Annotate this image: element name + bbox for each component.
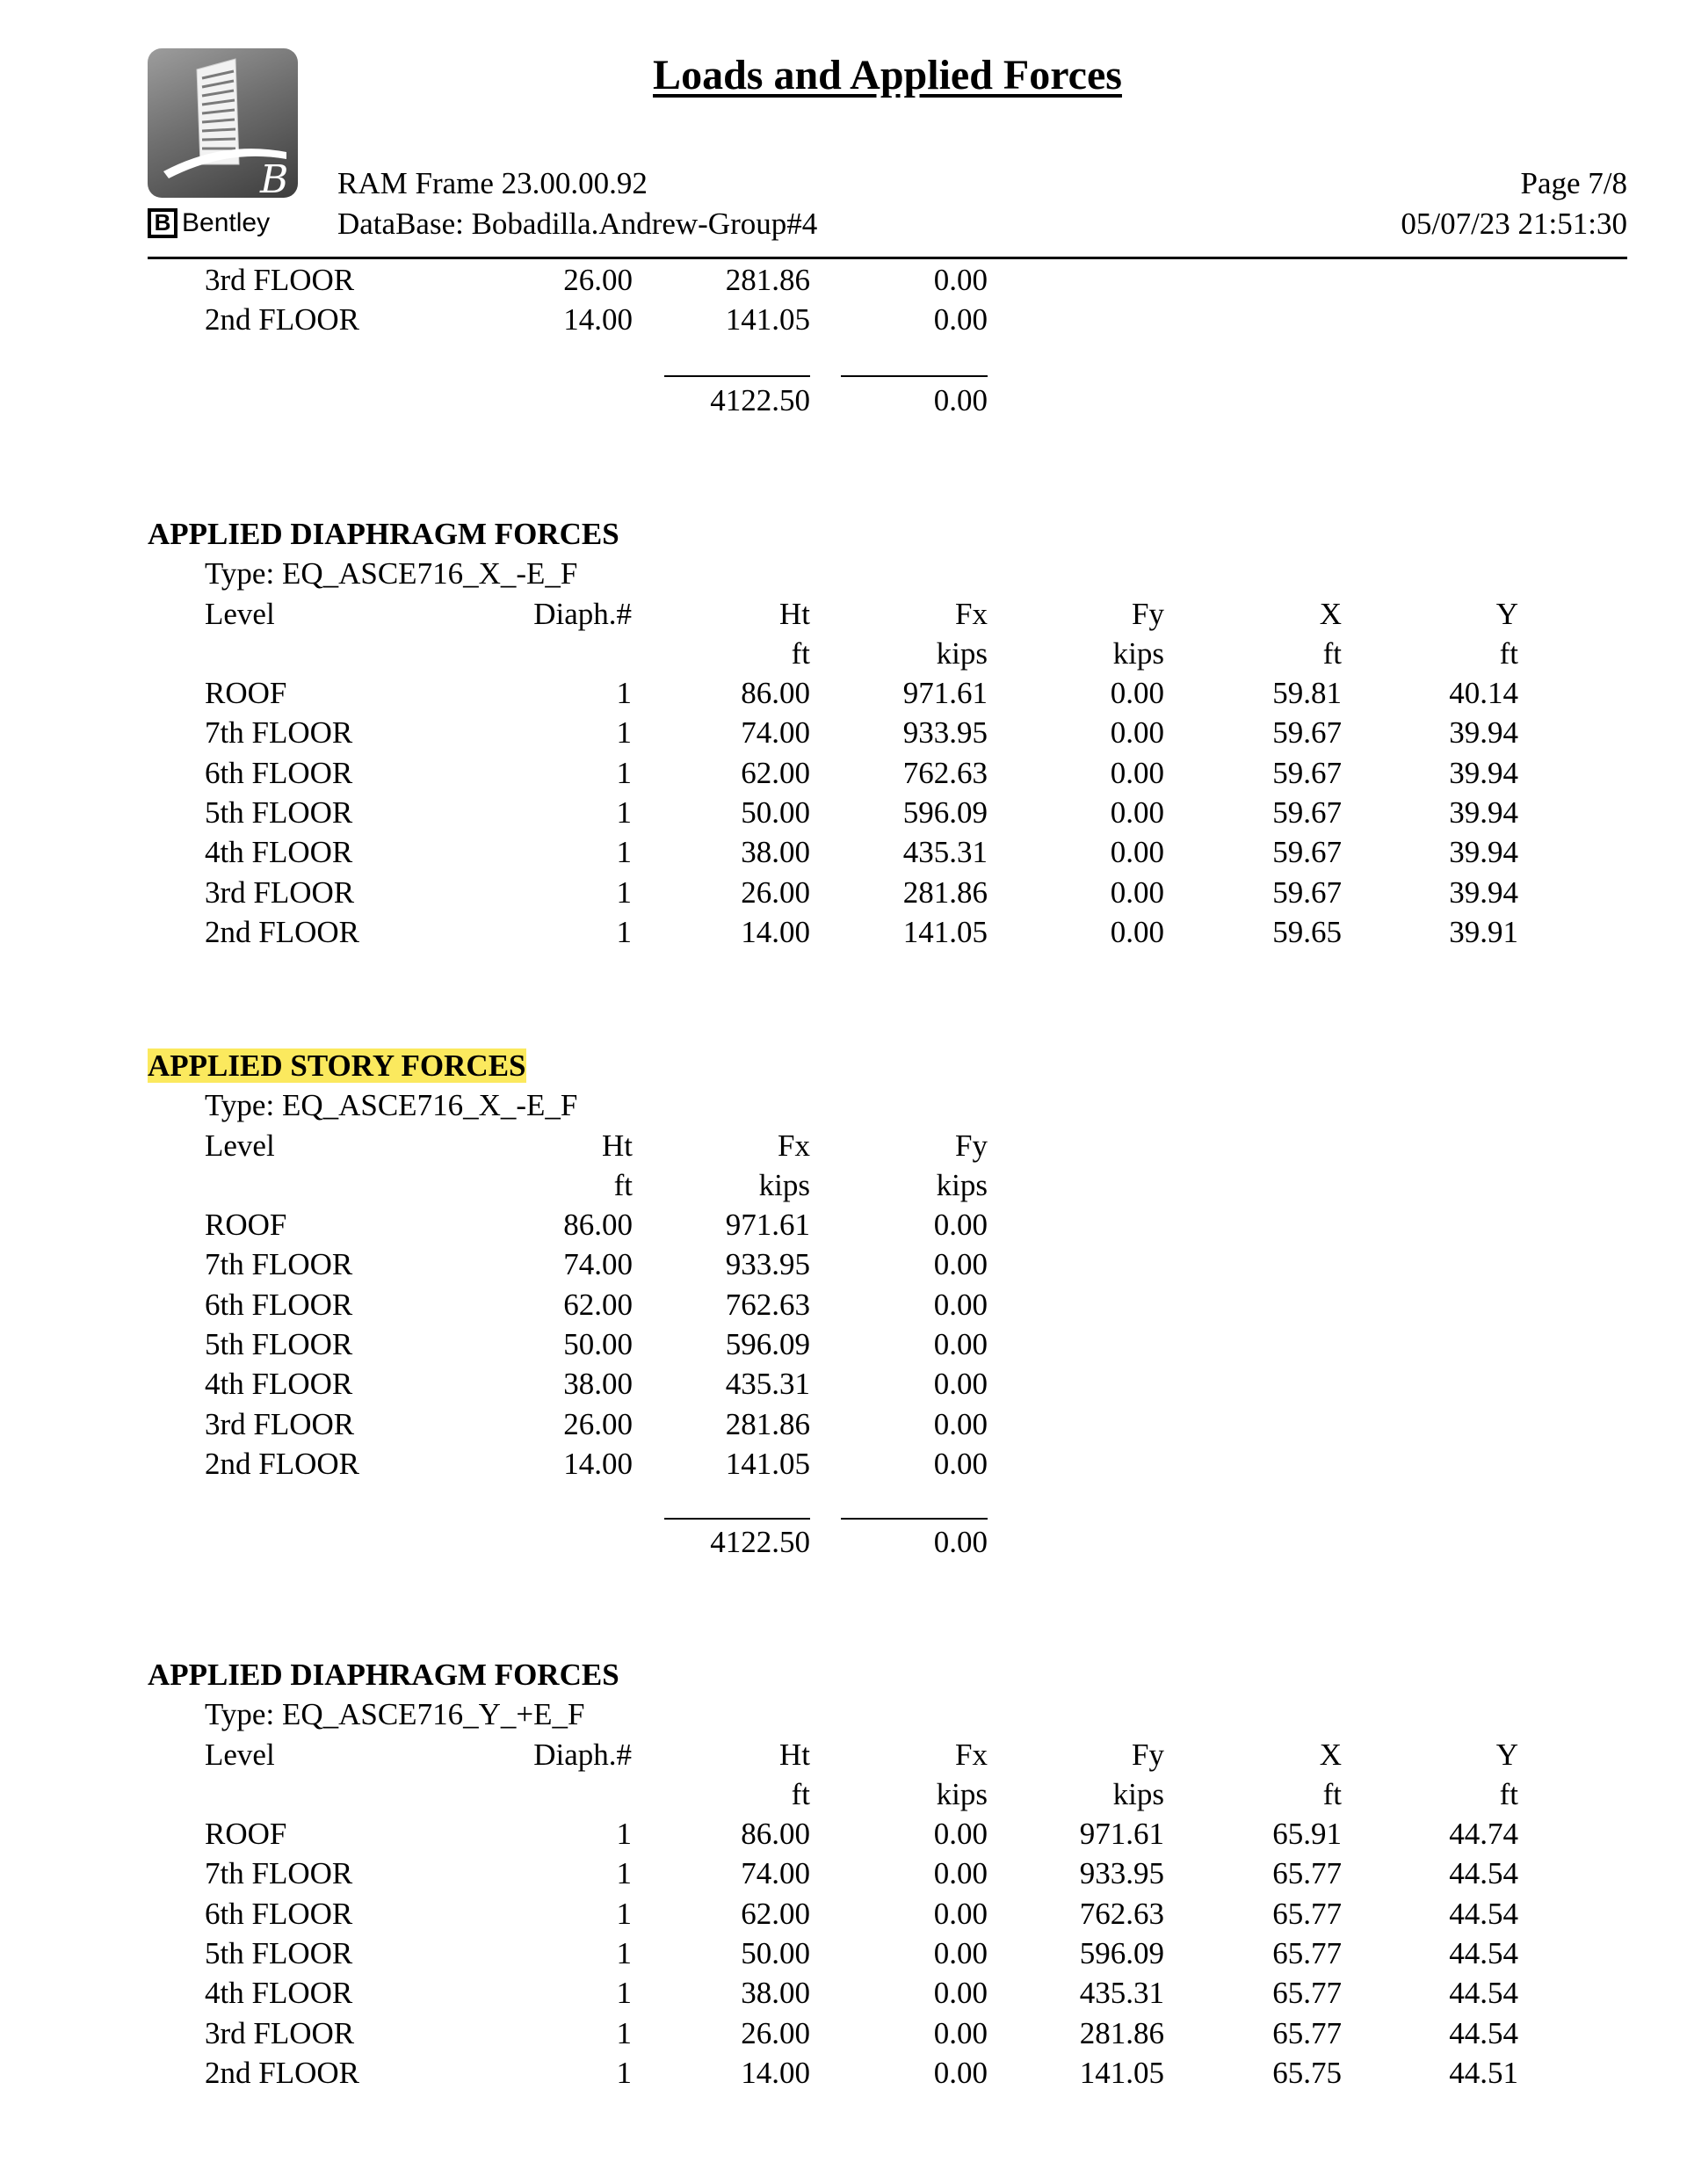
table-row [0, 1444, 1687, 1484]
value-cell: 1 [616, 1817, 632, 1851]
total-fx: 4122.50 [710, 1525, 810, 1559]
value-cell: 1 [616, 835, 632, 870]
value-cell: 0.00 [933, 1326, 988, 1361]
value-cell: 0.00 [933, 1367, 988, 1402]
value-cell: 1 [616, 676, 632, 710]
table-row [0, 1973, 1687, 2013]
value-cell: 59.67 [1272, 835, 1342, 870]
header-cell: Ht [779, 597, 810, 631]
table-row [0, 1814, 1687, 1854]
header-cell: X [1319, 597, 1342, 631]
page-number: Page 7/8 [1520, 166, 1627, 200]
value-cell: 435.31 [902, 835, 988, 870]
table-row [0, 832, 1687, 872]
value-cell: 39.94 [1449, 715, 1518, 751]
table-row [0, 1285, 1687, 1324]
header-cell: Fy [1132, 1738, 1164, 1772]
value-cell: 44.54 [1449, 1856, 1518, 1891]
value-cell: 1 [616, 755, 632, 790]
value-cell: 44.54 [1449, 1935, 1518, 1970]
value-cell: 0.00 [933, 1247, 988, 1282]
value-cell: 933.95 [902, 715, 988, 751]
value-cell: 971.61 [902, 676, 988, 710]
value-cell: 38.00 [741, 1976, 810, 2011]
totals-row [0, 1522, 1687, 1562]
level-cell: ROOF [205, 676, 287, 710]
value-cell: 50.00 [563, 1326, 633, 1361]
table-row [0, 673, 1687, 713]
level-cell: 7th FLOOR [205, 1856, 353, 1891]
value-cell: 596.09 [725, 1326, 810, 1361]
column-headers [0, 1735, 1687, 1774]
total-fx: 4122.50 [710, 383, 810, 417]
value-cell: 65.75 [1272, 2055, 1342, 2090]
value-cell: 59.67 [1272, 755, 1342, 790]
value-cell: 50.00 [741, 1935, 810, 1970]
level-cell: 2nd FLOOR [205, 1446, 359, 1481]
total-fy: 0.00 [933, 383, 988, 417]
value-cell: 44.74 [1449, 1817, 1518, 1851]
value-cell: 26.00 [741, 2015, 810, 2050]
value-cell: 39.94 [1449, 795, 1518, 830]
table-row [0, 873, 1687, 912]
header-cell: X [1319, 1738, 1342, 1772]
section-title [148, 1655, 619, 1694]
table-row [0, 713, 1687, 752]
unit-cell: ft [791, 1777, 810, 1811]
unit-cell: kips [1112, 1777, 1164, 1811]
header-cell: Level [205, 597, 275, 631]
load-type: Type: EQ_ASCE716_Y_+E_F [205, 1697, 585, 1731]
table-row [0, 1205, 1687, 1244]
value-cell: 38.00 [741, 835, 810, 870]
value-cell: 14.00 [563, 302, 633, 337]
unit-cell: kips [936, 636, 988, 671]
header-cell: Level [205, 1128, 275, 1163]
value-cell: 86.00 [741, 1817, 810, 1851]
table-row [0, 300, 1687, 339]
value-cell: 0.00 [1110, 874, 1164, 910]
header-cell: Ht [779, 1738, 810, 1772]
table-row [0, 912, 1687, 952]
value-cell: 0.00 [933, 1976, 988, 2011]
totals-row [0, 381, 1687, 420]
value-cell: 86.00 [563, 1208, 633, 1242]
value-cell: 59.67 [1272, 715, 1342, 751]
value-cell: 435.31 [1079, 1976, 1164, 2011]
table-row [0, 1854, 1687, 1893]
value-cell: 0.00 [1110, 835, 1164, 870]
unit-cell: kips [936, 1777, 988, 1811]
unit-cell: ft [1322, 636, 1342, 671]
value-cell: 0.00 [1110, 914, 1164, 949]
header-cell: Fy [1132, 597, 1164, 631]
unit-cell: ft [791, 636, 810, 671]
unit-cell: ft [1499, 636, 1518, 671]
value-cell: 1 [616, 795, 632, 830]
value-cell: 65.77 [1272, 1856, 1342, 1891]
value-cell: 762.63 [725, 1287, 810, 1322]
value-cell: 0.00 [1110, 795, 1164, 830]
value-cell: 0.00 [933, 2015, 988, 2050]
value-cell: 39.94 [1449, 835, 1518, 870]
header-cell: Fx [778, 1128, 810, 1163]
value-cell: 596.09 [902, 795, 988, 830]
table-row [0, 2053, 1687, 2093]
value-cell: 40.14 [1449, 676, 1518, 710]
value-cell: 39.94 [1449, 874, 1518, 910]
value-cell: 74.00 [741, 1856, 810, 1891]
level-cell: 5th FLOOR [205, 795, 353, 830]
page-title: Loads and Applied Forces [653, 52, 1122, 98]
section-title-text: APPLIED DIAPHRAGM FORCES [148, 517, 619, 551]
sum-rule [664, 1518, 810, 1520]
sum-rule [841, 375, 988, 377]
table-row [0, 1244, 1687, 1284]
value-cell: 0.00 [1110, 676, 1164, 710]
value-cell: 281.86 [902, 874, 988, 910]
column-headers [0, 594, 1687, 634]
table-row [0, 1324, 1687, 1364]
header-cell: Fy [955, 1128, 988, 1163]
load-type: Type: EQ_ASCE716_X_-E_F [205, 556, 578, 591]
value-cell: 74.00 [741, 715, 810, 751]
level-cell: 6th FLOOR [205, 755, 353, 790]
value-cell: 0.00 [1110, 755, 1164, 790]
header-cell: Diaph.# [533, 597, 632, 631]
level-cell: 5th FLOOR [205, 1935, 353, 1970]
value-cell: 26.00 [563, 1406, 633, 1441]
value-cell: 38.00 [563, 1367, 633, 1402]
level-cell: 7th FLOOR [205, 1247, 353, 1282]
level-cell: 3rd FLOOR [205, 263, 355, 297]
section-title [148, 514, 619, 554]
level-cell: ROOF [205, 1208, 287, 1242]
value-cell: 0.00 [933, 2055, 988, 2090]
units-row [0, 1774, 1687, 1814]
value-cell: 281.86 [1079, 2015, 1164, 2050]
value-cell: 39.91 [1449, 914, 1518, 949]
value-cell: 1 [616, 1896, 632, 1931]
header-cell: Fx [955, 597, 988, 631]
value-cell: 86.00 [741, 676, 810, 710]
level-cell: 6th FLOOR [205, 1896, 353, 1931]
level-cell: 3rd FLOOR [205, 874, 355, 910]
header-cell: Diaph.# [533, 1738, 632, 1772]
value-cell: 933.95 [725, 1247, 810, 1282]
value-cell: 1 [616, 1856, 632, 1891]
section-title-text: APPLIED STORY FORCES [148, 1048, 526, 1083]
value-cell: 44.54 [1449, 1976, 1518, 2011]
table-row [0, 793, 1687, 832]
table-row [0, 753, 1687, 793]
table-row [0, 260, 1687, 300]
total-fy: 0.00 [933, 1525, 988, 1559]
level-cell: ROOF [205, 1817, 287, 1851]
header-cell: Level [205, 1738, 275, 1772]
value-cell: 26.00 [741, 874, 810, 910]
logo-letter: B [260, 157, 289, 198]
sum-rule [664, 375, 810, 377]
table-row [0, 1934, 1687, 1973]
header-cell: Y [1495, 1738, 1518, 1772]
value-cell: 14.00 [563, 1446, 633, 1481]
value-cell: 762.63 [902, 755, 988, 790]
value-cell: 26.00 [563, 263, 633, 297]
value-cell: 62.00 [563, 1287, 633, 1322]
value-cell: 1 [616, 2015, 632, 2050]
value-cell: 971.61 [1079, 1817, 1164, 1851]
value-cell: 59.67 [1272, 795, 1342, 830]
value-cell: 0.00 [933, 1208, 988, 1242]
value-cell: 59.65 [1272, 914, 1342, 949]
unit-cell: ft [1499, 1777, 1518, 1811]
table-row [0, 1894, 1687, 1934]
section-title-text: APPLIED DIAPHRAGM FORCES [148, 1658, 619, 1692]
value-cell: 141.05 [1079, 2055, 1164, 2090]
value-cell: 1 [616, 914, 632, 949]
value-cell: 62.00 [741, 1896, 810, 1931]
units-row [0, 634, 1687, 673]
value-cell: 65.77 [1272, 2015, 1342, 2050]
section-title [148, 1046, 526, 1085]
value-cell: 65.77 [1272, 1976, 1342, 2011]
value-cell: 281.86 [725, 263, 810, 297]
value-cell: 65.77 [1272, 1935, 1342, 1970]
bentley-mark-icon: B [148, 208, 177, 238]
value-cell: 74.00 [563, 1247, 633, 1282]
value-cell: 1 [616, 715, 632, 751]
value-cell: 1 [616, 2055, 632, 2090]
value-cell: 141.05 [725, 1446, 810, 1481]
value-cell: 933.95 [1079, 1856, 1164, 1891]
value-cell: 1 [616, 1976, 632, 2011]
level-cell: 2nd FLOOR [205, 2055, 359, 2090]
unit-cell: ft [613, 1168, 633, 1202]
level-cell: 3rd FLOOR [205, 2015, 355, 2050]
value-cell: 971.61 [725, 1208, 810, 1242]
value-cell: 39.94 [1449, 755, 1518, 790]
value-cell: 0.00 [933, 1446, 988, 1481]
value-cell: 44.51 [1449, 2055, 1518, 2090]
level-cell: 2nd FLOOR [205, 302, 359, 337]
level-cell: 5th FLOOR [205, 1326, 353, 1361]
value-cell: 0.00 [933, 1287, 988, 1322]
print-datetime: 05/07/23 21:51:30 [1401, 207, 1627, 241]
unit-cell: kips [936, 1168, 988, 1202]
sum-rule [841, 1518, 988, 1520]
value-cell: 1 [616, 874, 632, 910]
value-cell: 50.00 [741, 795, 810, 830]
value-cell: 65.77 [1272, 1896, 1342, 1931]
value-cell: 62.00 [741, 755, 810, 790]
value-cell: 0.00 [933, 302, 988, 337]
value-cell: 0.00 [933, 1406, 988, 1441]
column-headers [0, 1126, 1687, 1165]
level-cell: 4th FLOOR [205, 1976, 353, 2011]
value-cell: 762.63 [1079, 1896, 1164, 1931]
value-cell: 0.00 [933, 1856, 988, 1891]
value-cell: 44.54 [1449, 1896, 1518, 1931]
level-cell: 4th FLOOR [205, 835, 353, 870]
table-row [0, 2013, 1687, 2053]
level-cell: 3rd FLOOR [205, 1406, 355, 1441]
bentley-logo [148, 207, 270, 239]
header-divider [148, 257, 1627, 259]
value-cell: 0.00 [933, 1817, 988, 1851]
unit-cell: kips [1112, 636, 1164, 671]
value-cell: 1 [616, 1935, 632, 1970]
level-cell: 6th FLOOR [205, 1287, 353, 1322]
value-cell: 65.91 [1272, 1817, 1342, 1851]
value-cell: 0.00 [933, 1935, 988, 1970]
value-cell: 596.09 [1079, 1935, 1164, 1970]
value-cell: 59.81 [1272, 676, 1342, 710]
bentley-wordmark: Bentley [182, 208, 271, 237]
table-row [0, 1364, 1687, 1404]
value-cell: 435.31 [725, 1367, 810, 1402]
value-cell: 14.00 [741, 914, 810, 949]
value-cell: 44.54 [1449, 2015, 1518, 2050]
header-cell: Ht [602, 1128, 633, 1163]
header-cell: Y [1495, 597, 1518, 631]
database-name: DataBase: Bobadilla.Andrew-Group#4 [337, 207, 818, 241]
value-cell: 281.86 [725, 1406, 810, 1441]
value-cell: 141.05 [725, 302, 810, 337]
unit-cell: kips [758, 1168, 810, 1202]
header-cell: Fx [955, 1738, 988, 1772]
value-cell: 0.00 [1110, 715, 1164, 751]
level-cell: 7th FLOOR [205, 715, 353, 751]
level-cell: 4th FLOOR [205, 1367, 353, 1402]
program-version: RAM Frame 23.00.00.92 [337, 166, 648, 200]
value-cell: 0.00 [933, 1896, 988, 1931]
units-row [0, 1165, 1687, 1205]
table-row [0, 1404, 1687, 1444]
value-cell: 59.67 [1272, 874, 1342, 910]
level-cell: 2nd FLOOR [205, 914, 359, 949]
value-cell: 0.00 [933, 263, 988, 297]
unit-cell: ft [1322, 1777, 1342, 1811]
value-cell: 141.05 [902, 914, 988, 949]
load-type: Type: EQ_ASCE716_X_-E_F [205, 1088, 578, 1122]
value-cell: 14.00 [741, 2055, 810, 2090]
